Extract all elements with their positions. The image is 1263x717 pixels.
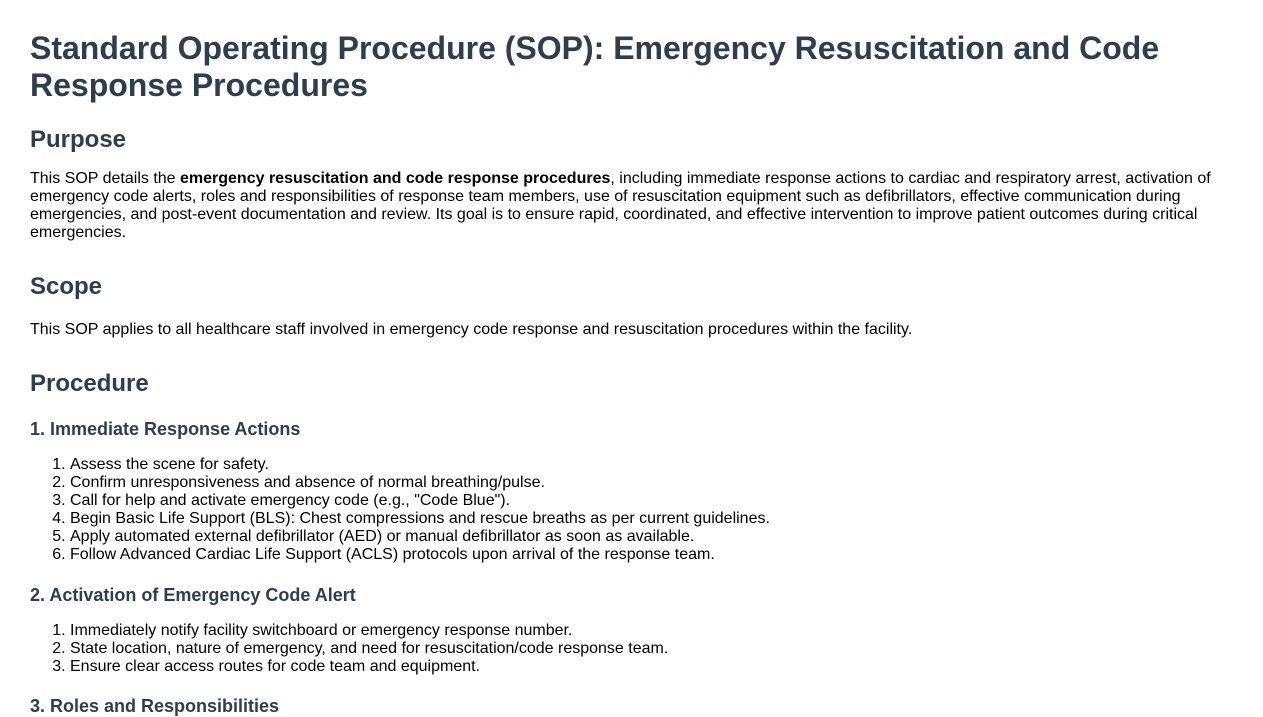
purpose-text-end: , including immediate response actions to cardiac and respiratory arrest, activation of emergency code alerts, roles and responsibilities of response team members, use of resuscitation equipment such as defibrillators, effective communication during emergencies, and post-event documentation and review. Its goal is to ensure rapid, coordinated, and effective intervention to improve patient outcomes during critical emergencies.	[30, 170, 1211, 241]
immediate-response-list	[30, 456, 1233, 564]
section-heading-code-alert: 2. Activation of Emergency Code Alert	[30, 585, 356, 605]
list-item: 4. Begin Basic Life Support (BLS): Chest compressions and rescue breaths as per current guidelines.	[70, 510, 1233, 528]
scope-heading: Scope	[30, 273, 103, 300]
list-item: 3. Call for help and activate emergency code (e.g., "Code Blue").	[70, 492, 1233, 510]
scope-paragraph: This SOP applies to all healthcare staff involved in emergency code response and resuscitation procedures within the facility.	[30, 321, 913, 338]
code-alert-list	[30, 622, 1233, 676]
procedure-heading: Procedure	[30, 370, 149, 397]
page-title: Standard Operating Procedure (SOP): Emergency Resuscitation and Code Response Procedures	[30, 30, 1160, 103]
purpose-heading: Purpose	[30, 126, 127, 153]
purpose-text-start: This SOP details the	[30, 170, 180, 187]
section-heading-immediate-response: 1. Immediate Response Actions	[30, 419, 301, 439]
purpose-paragraph	[30, 170, 1233, 242]
list-item: 3. Ensure clear access routes for code team and equipment.	[70, 658, 1233, 676]
list-item: 1. Immediately notify facility switchboard or emergency response number.	[70, 622, 1233, 640]
purpose-text-emphasis: emergency resuscitation and code response procedures	[180, 170, 611, 187]
list-item: 1. Assess the scene for safety.	[70, 456, 1233, 474]
list-item: 5. Apply automated external defibrillator (AED) or manual defibrillator as soon as available.	[70, 528, 1233, 546]
list-item: 2. Confirm unresponsiveness and absence of normal breathing/pulse.	[70, 474, 1233, 492]
list-item: 6. Follow Advanced Cardiac Life Support (ACLS) protocols upon arrival of the response team.	[70, 546, 1233, 564]
list-item: 2. State location, nature of emergency, and need for resuscitation/code response team.	[70, 640, 1233, 658]
section-heading-roles: 3. Roles and Responsibilities	[30, 696, 280, 716]
